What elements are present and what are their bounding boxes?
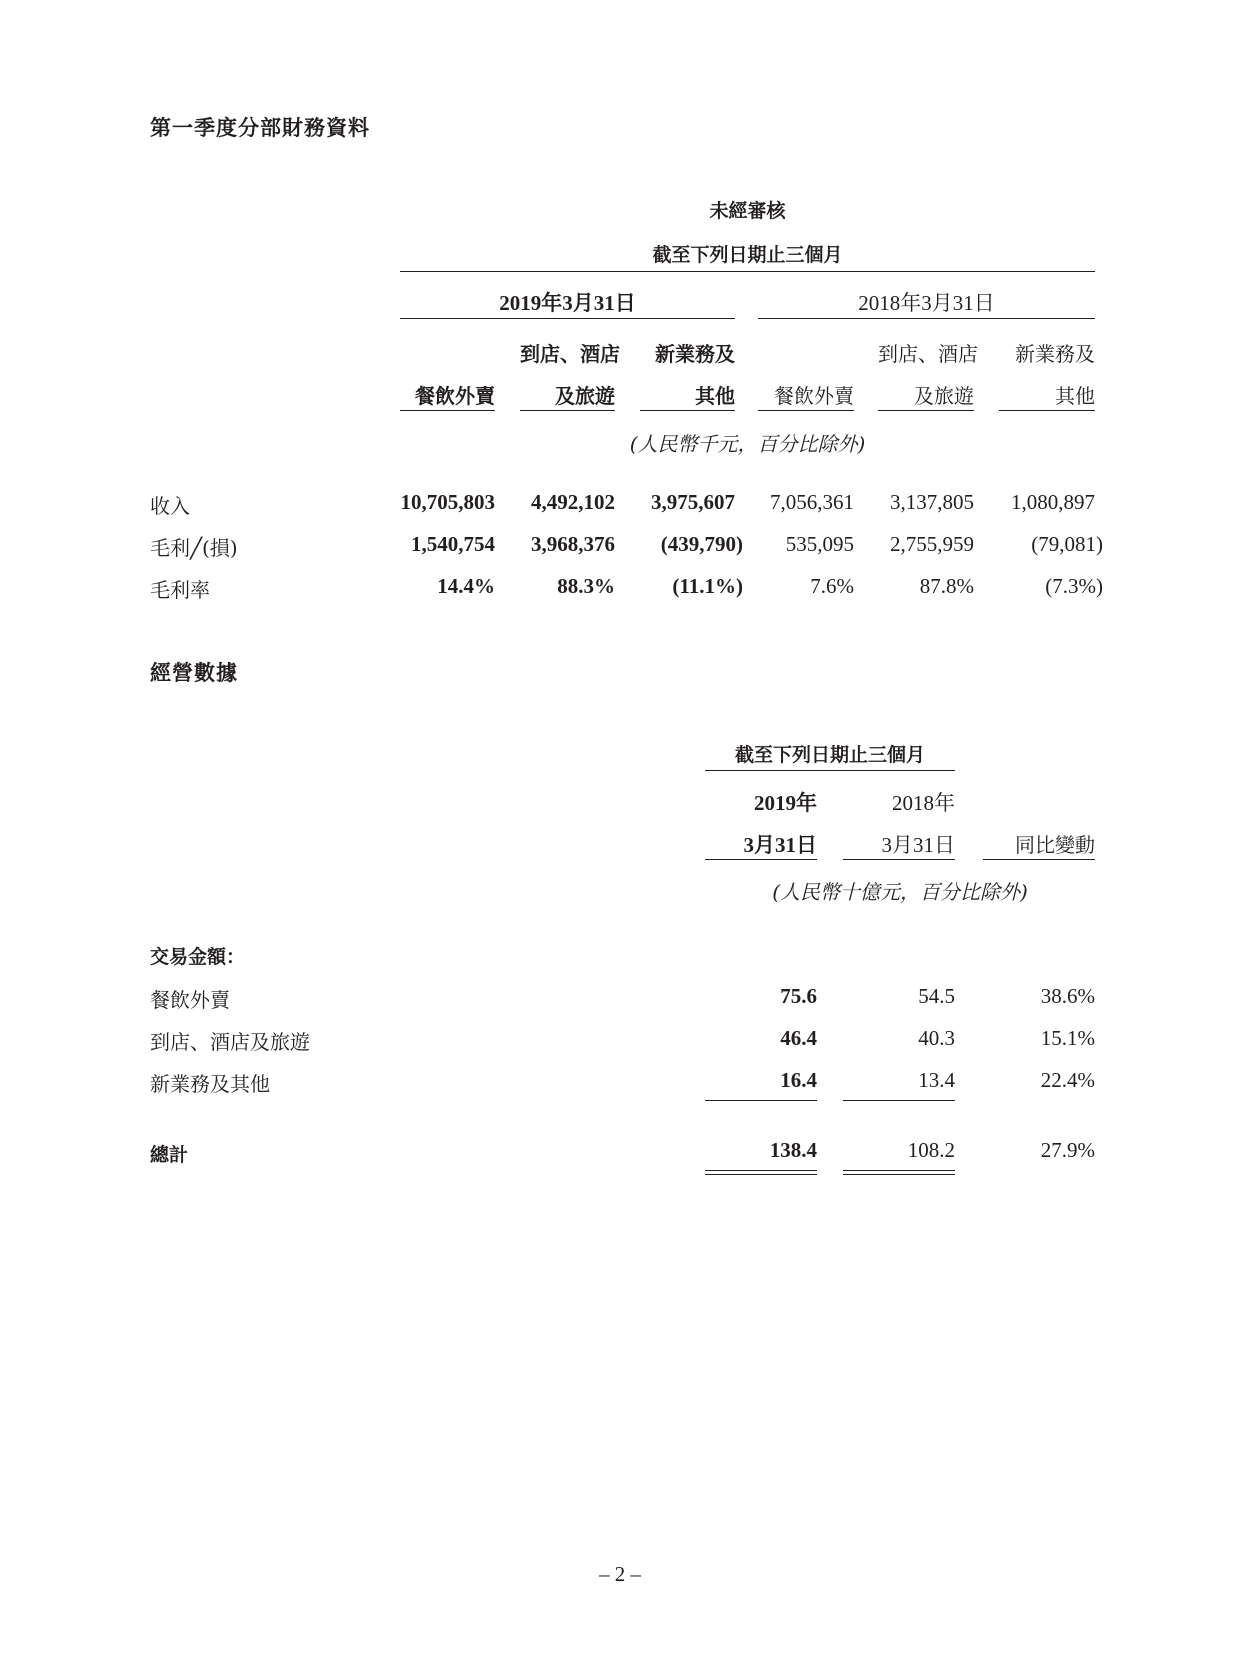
cell: (79,081): [1031, 532, 1103, 556]
col-2019-rule: [705, 859, 817, 860]
year-2019-header: 2019年3月31日: [499, 291, 636, 315]
year-2019-rule: [400, 318, 735, 319]
cell: 10,705,803: [400, 490, 495, 514]
total-2018: 108.2: [907, 1138, 955, 1162]
cell: 46.4: [780, 1026, 817, 1050]
year-2018-header: 2018年3月31日: [858, 291, 995, 315]
header-unaudited: 未經審核: [709, 200, 786, 222]
cell: 3,975,607: [651, 490, 735, 514]
cell: 87.8%: [919, 574, 974, 598]
header-rule: [400, 271, 1095, 272]
subtotal-rule: [843, 1100, 955, 1101]
cell: 1,080,897: [1011, 490, 1095, 514]
row-label-gross-profit: 毛利╱(損): [150, 536, 238, 560]
cell: 75.6: [780, 984, 817, 1008]
cell: 3,968,376: [531, 532, 615, 556]
col2-rule: [520, 410, 615, 411]
total-label: 總計: [150, 1144, 189, 1166]
row-label: 新業務及其他: [150, 1072, 270, 1096]
total-double-rule: [843, 1170, 955, 1175]
group-label: 交易金額：: [150, 946, 246, 968]
cell: 15.1%: [1040, 1026, 1095, 1050]
total-double-rule: [705, 1170, 817, 1175]
total-2019: 138.4: [769, 1138, 817, 1162]
section1-title: 第一季度分部財務資料: [150, 116, 370, 140]
col-yoy: 同比變動: [1015, 833, 1095, 857]
cell: 38.6%: [1040, 984, 1095, 1008]
col4-rule: [758, 410, 854, 411]
cell: 7.6%: [810, 574, 854, 598]
col5-rule: [878, 410, 974, 411]
cell: 40.3: [918, 1026, 955, 1050]
cell: 14.4%: [437, 574, 495, 598]
cell: (11.1%): [672, 574, 743, 598]
col2-header-line2: 及旅遊: [555, 384, 615, 408]
col-2019-line1: 2019年: [754, 791, 817, 815]
col2-header-line1: 到店、酒店: [520, 342, 620, 366]
col-yoy-rule: [983, 859, 1095, 860]
col5-header-line2: 及旅遊: [914, 384, 974, 408]
col6-rule: [999, 410, 1095, 411]
col3-header-line2: 其他: [695, 384, 735, 408]
cell: 54.5: [918, 984, 955, 1008]
cell: 1,540,754: [411, 532, 495, 556]
cell: 22.4%: [1040, 1068, 1095, 1092]
page-number: – 2 –: [599, 1562, 641, 1586]
col1-header-line2: 餐飲外賣: [415, 384, 495, 408]
col-2018-line1: 2018年: [892, 791, 955, 815]
cell: 16.4: [780, 1068, 817, 1092]
col-2018-line2: 3月31日: [881, 833, 955, 857]
unit-note: (人民幣十億元，百分比除外): [772, 880, 1028, 904]
header-period: 截至下列日期止三個月: [652, 244, 843, 266]
cell: 13.4: [918, 1068, 955, 1092]
row-label: 到店、酒店及旅遊: [150, 1030, 310, 1054]
col1-rule: [400, 410, 495, 411]
col6-header-line2: 其他: [1055, 384, 1095, 408]
cell: (439,790): [660, 532, 743, 556]
cell: 7,056,361: [770, 490, 854, 514]
cell: (7.3%): [1045, 574, 1103, 598]
col5-header-line1: 到店、酒店: [878, 342, 978, 366]
year-2018-rule: [758, 318, 1095, 319]
cell: 4,492,102: [531, 490, 615, 514]
col4-header-line2: 餐飲外賣: [774, 384, 854, 408]
unit-note: (人民幣千元，百分比除外): [629, 432, 866, 456]
header-rule: [705, 770, 955, 771]
cell: 2,755,959: [890, 532, 974, 556]
col-2018-rule: [843, 859, 955, 860]
col-2019-line2: 3月31日: [743, 833, 817, 857]
col3-rule: [640, 410, 735, 411]
cell: 88.3%: [557, 574, 615, 598]
col6-header-line1: 新業務及: [1015, 342, 1095, 366]
header-period: 截至下列日期止三個月: [734, 744, 925, 766]
row-label-gross-margin: 毛利率: [150, 578, 210, 602]
row-label-revenue: 收入: [150, 494, 190, 518]
total-yoy: 27.9%: [1040, 1138, 1095, 1162]
subtotal-rule: [705, 1100, 817, 1101]
cell: 3,137,805: [890, 490, 974, 514]
cell: 535,095: [785, 532, 854, 556]
row-label: 餐飲外賣: [150, 988, 230, 1012]
col3-header-line1: 新業務及: [655, 342, 735, 366]
section2-title: 經營數據: [150, 661, 238, 685]
